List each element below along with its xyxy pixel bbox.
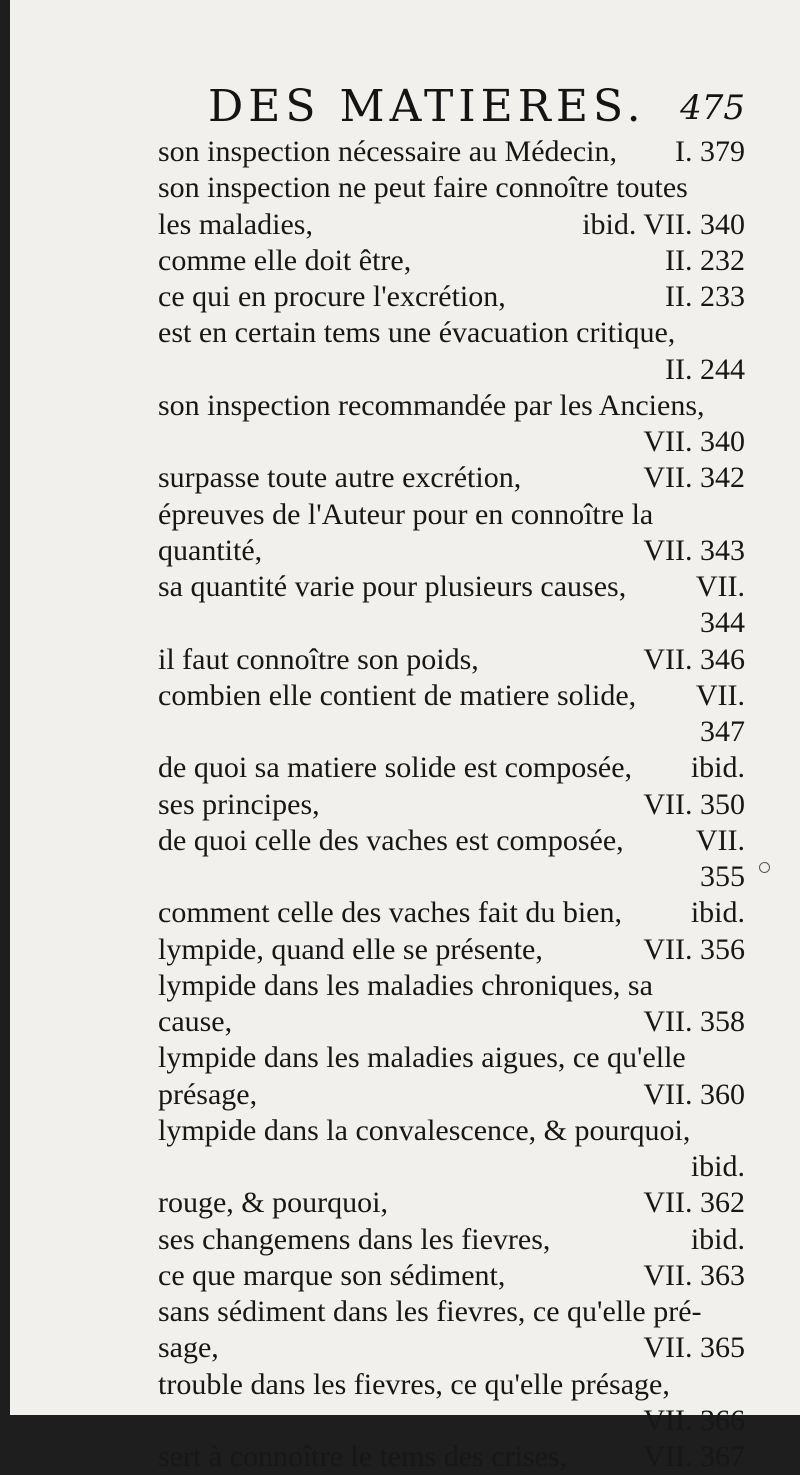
entry-reference: II. 244 [665, 352, 745, 386]
index-line [158, 1113, 745, 1149]
entry-text: lympide dans les maladies aigues, ce qu'elle [158, 1041, 686, 1075]
index-line [158, 932, 745, 968]
entry-reference: ibid. [690, 751, 745, 785]
index-line [158, 859, 745, 895]
entry-text: son inspection recommandée par les Anciens, [158, 388, 705, 422]
index-line [158, 315, 745, 351]
page-header [145, 82, 745, 132]
entry-reference: VII. 363 [643, 1258, 745, 1292]
index-line [158, 787, 745, 823]
index-line [158, 1149, 745, 1185]
entry-text: sage, [158, 1331, 219, 1365]
entry-text: sans sédiment dans les fievres, ce qu'elle pré- [158, 1295, 702, 1328]
entry-text: lympide, quand elle se présente, [158, 932, 543, 966]
entry-text: rouge, & pourquoi, [158, 1186, 388, 1220]
entry-reference: VII. 343 [643, 533, 745, 567]
running-head: DES MATIERES. [208, 81, 646, 132]
entry-reference: VII. [695, 678, 745, 712]
index-line [158, 388, 745, 424]
entry-text: son inspection nécessaire au Médecin, [158, 135, 618, 168]
page-number: 475 [680, 88, 745, 128]
entry-text: trouble dans les fievres, ce qu'elle présage, [158, 1367, 670, 1401]
entry-text: de quoi sa matiere solide est composée, [158, 751, 633, 785]
entry-reference: ibid. [690, 1150, 745, 1183]
entry-reference: ibid. [690, 1222, 745, 1256]
index-line [158, 714, 745, 750]
index-entries [158, 134, 745, 1475]
index-line [158, 279, 745, 315]
entry-text: les maladies, [158, 207, 313, 241]
index-line [158, 1222, 745, 1258]
index-line [158, 533, 745, 569]
entry-reference: VII. 356 [643, 932, 745, 966]
entry-text: ce qui en procure l'excrétion, [158, 280, 506, 313]
index-line [158, 1367, 745, 1403]
entry-reference: VII. 367 [643, 1440, 745, 1473]
index-line [158, 1330, 745, 1366]
entry-reference: VII. [695, 570, 745, 603]
entry-reference: ibid. VII. 340 [582, 207, 745, 241]
entry-text: lympide dans les maladies chroniques, sa [158, 968, 653, 1002]
index-line [158, 134, 745, 170]
index-line [158, 1294, 745, 1330]
entry-text: comme elle doit être, [158, 243, 412, 277]
entry-reference: VII. 358 [643, 1005, 745, 1038]
index-line [158, 1004, 745, 1040]
entry-reference: VII. 340 [643, 425, 745, 458]
index-line [158, 352, 745, 388]
entry-reference: ibid. [690, 896, 745, 930]
index-line [158, 1040, 745, 1076]
entry-text: lympide dans la convalescence, & pourquoi, [158, 1113, 691, 1147]
index-line [158, 823, 745, 859]
entry-reference: VII. 366 [643, 1403, 745, 1437]
index-line [158, 750, 745, 786]
entry-text: son inspection ne peut faire connoître toutes [158, 171, 688, 205]
entry-reference: VII. 365 [643, 1331, 745, 1365]
entry-text: comment celle des vaches fait du bien, [158, 896, 622, 930]
index-line [158, 678, 745, 714]
entry-reference: I. 379 [675, 135, 745, 168]
entry-reference: 347 [700, 715, 745, 748]
entry-reference: VII. 360 [643, 1077, 745, 1111]
margin-hole-mark [759, 862, 770, 873]
entry-text: il faut connoître son poids, [158, 642, 479, 676]
index-line [158, 968, 745, 1004]
entry-text: ce que marque son sédiment, [158, 1258, 506, 1292]
entry-text: de quoi celle des vaches est composée, [158, 823, 624, 857]
entry-reference: II. 232 [665, 243, 745, 277]
entry-text: présage, [158, 1077, 258, 1111]
index-line [158, 1185, 745, 1221]
index-line [158, 1258, 745, 1294]
index-line [158, 895, 745, 931]
entry-text: cause, [158, 1005, 233, 1038]
entry-reference: VII. 342 [643, 461, 745, 495]
entry-text: épreuves de l'Auteur pour en connoître la [158, 497, 654, 531]
index-line [158, 207, 745, 243]
index-line [158, 243, 745, 279]
index-line [158, 424, 745, 460]
index-line [158, 497, 745, 533]
entry-reference: VII. 350 [643, 787, 745, 821]
index-line [158, 1439, 745, 1475]
index-line [158, 1077, 745, 1113]
entry-text: sert à connoître le tems des crises, [158, 1440, 568, 1473]
entry-reference: 344 [700, 606, 745, 640]
entry-reference: 355 [700, 860, 745, 893]
index-line [158, 605, 745, 641]
index-line [158, 569, 745, 605]
entry-reference: VII. [695, 823, 745, 857]
entry-text: surpasse toute autre excrétion, [158, 461, 522, 495]
entry-text: combien elle contient de matiere solide, [158, 678, 637, 712]
index-line [158, 170, 745, 206]
index-line [158, 642, 745, 678]
entry-text: sa quantité varie pour plusieurs causes, [158, 570, 627, 603]
entry-reference: VII. 346 [643, 642, 745, 676]
book-page [10, 0, 800, 1473]
index-line [158, 1403, 745, 1439]
entry-text: est en certain tems une évacuation critique, [158, 316, 676, 350]
entry-text: ses principes, [158, 787, 320, 821]
index-line [158, 460, 745, 496]
entry-reference: II. 233 [665, 280, 745, 313]
entry-reference: VII. 362 [643, 1186, 745, 1220]
entry-text: quantité, [158, 533, 263, 567]
entry-text: ses changemens dans les fievres, [158, 1222, 551, 1256]
